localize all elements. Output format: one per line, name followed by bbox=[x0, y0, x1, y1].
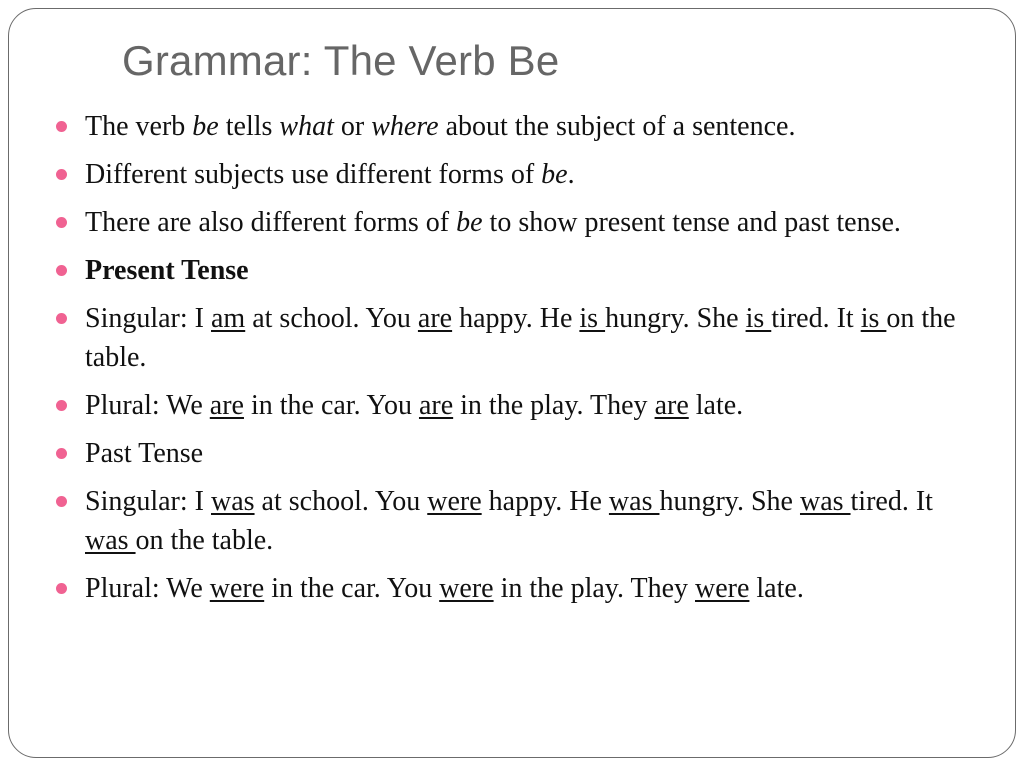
underlined-verb: are bbox=[654, 390, 689, 421]
bullet-text: Different subjects use different forms of bbox=[85, 159, 542, 190]
bullet-text: Plural: We bbox=[85, 390, 210, 421]
italic-word: be bbox=[541, 159, 568, 190]
underlined-verb: was bbox=[85, 525, 136, 556]
bullet-text: hungry. She bbox=[605, 303, 746, 334]
bullet-text: late. bbox=[749, 573, 804, 604]
underlined-verb: is bbox=[860, 303, 887, 334]
bullet-dot-icon bbox=[56, 400, 67, 411]
bullet-list bbox=[54, 107, 959, 617]
bullet-item bbox=[54, 482, 959, 560]
bullet-text: Present Tense bbox=[85, 255, 249, 286]
bullet-item bbox=[54, 434, 959, 473]
bullet-text: on the table. bbox=[135, 525, 274, 556]
underlined-verb: were bbox=[439, 573, 494, 604]
bullet-dot-icon bbox=[56, 583, 67, 594]
bullet-text: to show present tense and past tense. bbox=[482, 207, 901, 238]
bullet-dot-icon bbox=[56, 448, 67, 459]
underlined-verb: were bbox=[695, 573, 750, 604]
bullet-text: at school. You bbox=[245, 303, 418, 334]
bullet-text: in the car. You bbox=[243, 390, 419, 421]
underlined-verb: are bbox=[418, 390, 454, 421]
bullet-text: or bbox=[333, 111, 372, 142]
bullet-dot-icon bbox=[56, 169, 67, 180]
bullet-text: happy. He bbox=[481, 486, 609, 517]
bullet-item bbox=[54, 569, 959, 608]
underlined-verb: are bbox=[417, 303, 453, 334]
bullet-text: tired. It bbox=[771, 303, 861, 334]
bullet-text: late. bbox=[688, 390, 744, 421]
underlined-verb: was bbox=[608, 486, 660, 517]
slide-title: Grammar: The Verb Be bbox=[122, 37, 560, 84]
underlined-verb: was bbox=[799, 486, 851, 517]
underlined-verb: am bbox=[211, 303, 246, 334]
bullet-text: Plural: We bbox=[85, 573, 210, 604]
bullet-text: Past Tense bbox=[85, 438, 204, 469]
bullet-text: The verb bbox=[85, 111, 193, 142]
underlined-verb: was bbox=[211, 486, 255, 517]
bullet-item bbox=[54, 203, 959, 242]
underlined-verb: is bbox=[579, 303, 606, 334]
underlined-verb: were bbox=[209, 573, 265, 604]
bullet-text: on the table. bbox=[85, 303, 956, 373]
bullet-text: Singular: I bbox=[85, 303, 211, 334]
bullet-text: . bbox=[567, 159, 575, 190]
bullet-dot-icon bbox=[56, 496, 67, 507]
bullet-dot-icon bbox=[56, 217, 67, 228]
bullet-item bbox=[54, 251, 959, 290]
bullet-text: Singular: I bbox=[85, 486, 211, 517]
italic-word: where bbox=[371, 111, 439, 142]
bullet-item bbox=[54, 386, 959, 425]
underlined-verb: are bbox=[209, 390, 244, 421]
bullet-item bbox=[54, 107, 959, 146]
italic-word: be bbox=[456, 207, 483, 238]
bullet-item bbox=[54, 155, 959, 194]
bullet-text: in the play. They bbox=[453, 390, 655, 421]
bullet-dot-icon bbox=[56, 265, 67, 276]
italic-word: be bbox=[192, 111, 219, 142]
underlined-verb: is bbox=[745, 303, 772, 334]
bullet-text: in the play. They bbox=[493, 573, 695, 604]
bullet-item bbox=[54, 299, 959, 377]
italic-word: what bbox=[279, 111, 334, 142]
bullet-text: happy. He bbox=[452, 303, 580, 334]
bullet-dot-icon bbox=[56, 313, 67, 324]
bullet-text: in the car. You bbox=[264, 573, 440, 604]
bullet-text: hungry. She bbox=[659, 486, 800, 517]
bullet-text: There are also different forms of bbox=[85, 207, 457, 238]
bullet-text: tired. It bbox=[850, 486, 933, 517]
bullet-text: about the subject of a sentence. bbox=[438, 111, 796, 142]
bullet-text: at school. You bbox=[254, 486, 428, 517]
bullet-text: tells bbox=[218, 111, 280, 142]
bullet-dot-icon bbox=[56, 121, 67, 132]
slide-frame bbox=[8, 8, 1016, 758]
underlined-verb: were bbox=[427, 486, 482, 517]
